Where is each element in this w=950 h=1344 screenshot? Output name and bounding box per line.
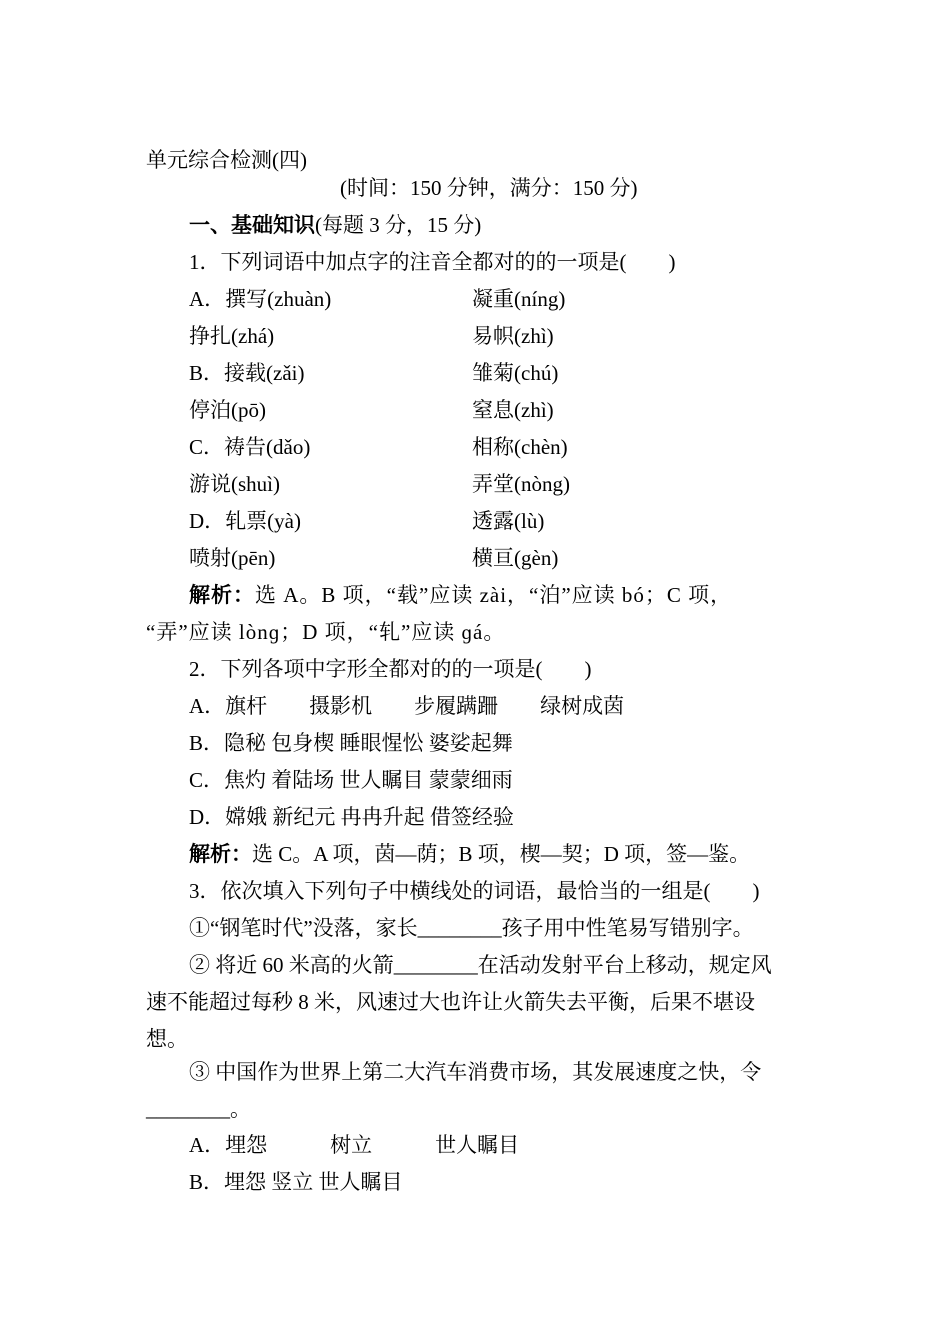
q2-option-a: A．旗杆 摄影机 步履蹒跚 绿树成茵 [189, 694, 625, 718]
q1-option-c-word3: 游说(shuì) [189, 472, 280, 496]
q2-analysis [189, 840, 750, 868]
section-heading-label: 一、基础知识 [189, 213, 315, 237]
q3-option-a: A．埋怨 树立 世人瞩目 [189, 1133, 520, 1157]
q1-option-b-word1: B．接载(zǎi) [189, 361, 305, 385]
question-1-stem: 1．下列词语中加点字的注音全都对的的一项是( ) [189, 250, 676, 274]
q1-option-c-word1: C．祷告(dǎo) [189, 435, 311, 459]
q1-option-d-word2: 透露(lù) [472, 509, 545, 533]
q3-sentence-2-line1: ② 将近 60 米高的火箭________在活动发射平台上移动，规定风 [189, 953, 772, 977]
q2-analysis-text: 选 C。A 项，茵—荫；B 项，楔—契；D 项，签—鉴。 [252, 842, 751, 866]
q1-analysis-line1 [189, 581, 732, 609]
document-title: 单元综合检测(四) [146, 148, 307, 172]
q1-option-a-word2: 凝重(níng) [472, 287, 566, 311]
q2-option-d: D．嫦娥 新纪元 冉冉升起 借签经验 [189, 805, 514, 829]
section-heading-note: (每题 3 分，15 分) [315, 213, 482, 237]
q2-option-b: B．隐秘 包身楔 睡眼惺忪 婆娑起舞 [189, 731, 513, 755]
q2-option-c: C．焦灼 着陆场 世人瞩目 蒙蒙细雨 [189, 768, 513, 792]
q3-option-b: B．埋怨 竖立 世人瞩目 [189, 1170, 403, 1194]
q1-analysis-text: 选 A。B 项，“载”应读 zài，“泊”应读 bó；C 项， [255, 583, 733, 607]
q3-sentence-1: ①“钢笔时代”没落，家长________孩子用中性笔易写错别字。 [189, 916, 754, 940]
q1-option-c-word2: 相称(chèn) [472, 435, 568, 459]
q1-option-b-word3: 停泊(pō) [189, 398, 266, 422]
q3-sentence-3-line1: ③ 中国作为世界上第二大汽车消费市场，其发展速度之快，令 [189, 1060, 762, 1084]
q1-option-d-word1: D．轧票(yà) [189, 509, 301, 533]
q3-sentence-2-line3: 想。 [146, 1027, 188, 1051]
q1-option-a-word1: A．撰写(zhuàn) [189, 287, 332, 311]
q1-option-a-word4: 易帜(zhì) [472, 324, 554, 348]
q1-option-c-word4: 弄堂(nòng) [472, 472, 570, 496]
q1-option-a-word3: 挣扎(zhá) [189, 324, 275, 348]
q1-option-b-word4: 窒息(zhì) [472, 398, 554, 422]
q1-option-b-word2: 雏菊(chú) [472, 361, 559, 385]
q3-sentence-3-line2: ________。 [146, 1097, 251, 1121]
q2-analysis-label: 解析： [189, 842, 252, 866]
q3-sentence-2-line2: 速不能超过每秒 8 米，风速过大也许让火箭失去平衡，后果不堪设 [146, 990, 755, 1014]
q1-analysis-label: 解析： [189, 583, 255, 607]
section-heading [189, 211, 481, 239]
question-2-stem: 2．下列各项中字形全都对的的一项是( ) [189, 657, 592, 681]
q1-option-d-word3: 喷射(pēn) [189, 546, 276, 570]
q1-option-d-word4: 横亘(gèn) [472, 546, 559, 570]
q1-analysis-line2: “弄”应读 lònɡ；D 项，“轧”应读 ɡá。 [146, 620, 506, 644]
document-subtitle: (时间：150 分钟，满分：150 分) [340, 176, 638, 200]
question-3-stem: 3．依次填入下列句子中横线处的词语，最恰当的一组是( ) [189, 879, 760, 903]
